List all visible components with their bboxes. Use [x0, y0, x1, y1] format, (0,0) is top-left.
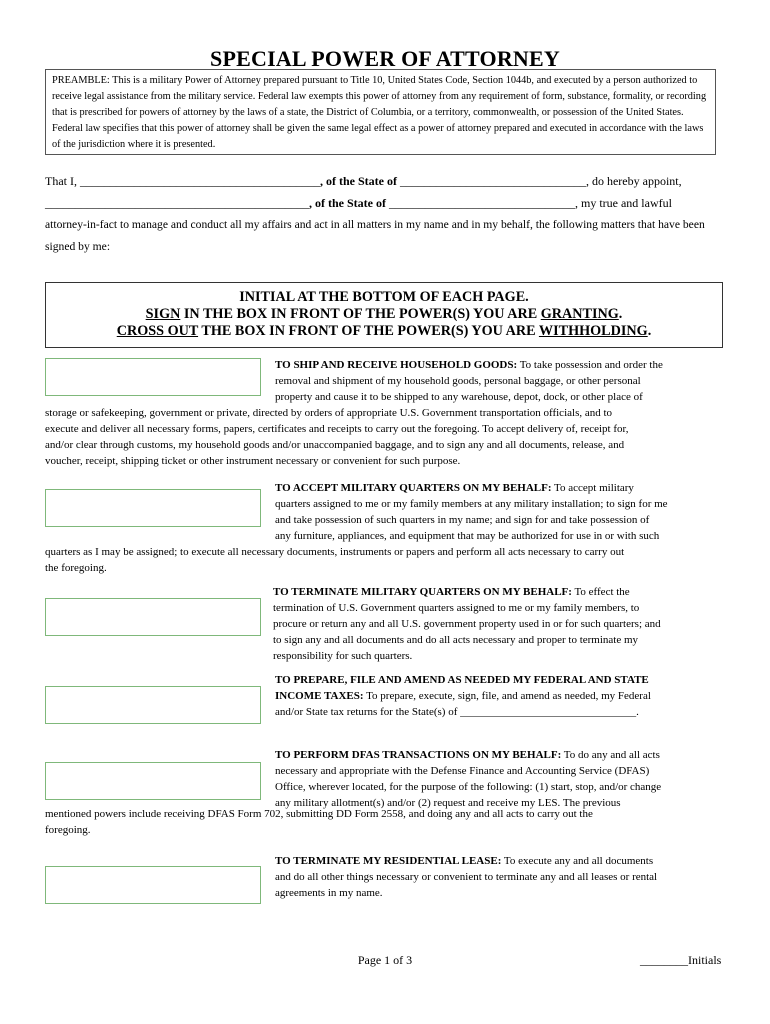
- agent-name-blank[interactable]: ____________________________________________: [45, 196, 309, 210]
- power-text: foregoing.: [45, 824, 91, 836]
- instruction-cross: [46, 323, 722, 340]
- power-text: to sign any and all documents and do all acts necessary and proper to terminate my: [273, 634, 639, 646]
- period: .: [618, 306, 623, 322]
- power-text: storage or safekeeping, government or private, directed by orders of appropriate U.S. Government transportation officials, and to: [45, 407, 613, 419]
- initials-blank[interactable]: ________Initials: [640, 953, 722, 967]
- power-text: and/or clear through customs, my household goods and/or unaccompanied baggage, and to sign any and all documents, release, and: [45, 439, 625, 451]
- period: .: [647, 323, 652, 339]
- power-text: agreements in my name.: [275, 887, 383, 899]
- state-label: , of the State of: [320, 174, 397, 188]
- principal-line: [45, 174, 682, 189]
- power-text: To prepare, execute, sign, file, and amend as needed, my Federal: [363, 690, 651, 702]
- signature-box-household-goods[interactable]: [45, 358, 261, 396]
- power-text: removal and shipment of my household goods, personal baggage, or other personal: [275, 375, 641, 387]
- power-text: quarters as I may be assigned; to execute all necessary documents, instruments or papers and perform all acts necessary to carry out: [45, 546, 625, 558]
- power-text: the foregoing.: [45, 562, 107, 574]
- power-text: execute and deliver all necessary forms, papers, certificates and receipts to carry out the foregoing. To accept delivery of, receipt for,: [45, 423, 629, 435]
- power-text: To do any and all acts: [561, 749, 660, 761]
- power-text: To effect the: [571, 586, 630, 598]
- state-label: , of the State of: [309, 196, 386, 210]
- principal-state-blank[interactable]: _______________________________: [396, 174, 586, 188]
- appoint-text: , do hereby appoint,: [585, 174, 682, 188]
- power-text: and take possession of such quarters in my name; and sign for and take possession of: [275, 514, 650, 526]
- cross-out-word: CROSS OUT: [116, 323, 199, 339]
- signature-box-terminate-quarters[interactable]: [45, 598, 261, 636]
- power-text: any furniture, appliances, and equipment that may be authorized for use in or with such: [275, 530, 660, 542]
- instructions-box: [45, 282, 723, 348]
- power-text: quarters assigned to me or my family members at any military installation; to sign for me: [275, 498, 668, 510]
- principal-name-blank[interactable]: That I, ________________________________________: [45, 174, 320, 188]
- preamble-box: PREAMBLE: This is a military Power of Attorney prepared pursuant to Title 10, United States Code, Section 1044b, and executed by a person authorized to receive legal assistance from the military service. Federal law exempts this power of attorney from any requirement of form, substance, formality, or recording that is prescribed for powers of attorney by the laws of a state, the District of Columbia, or a territory, commonwealth, or possession of the United States. Federal law specifies that this power of attorney shall be given the same legal effect as a power of attorney prepared and executed in accordance with the laws of the jurisdiction where it is presented.: [45, 69, 716, 155]
- power-title: TO PREPARE, FILE AND AMEND AS NEEDED MY FEDERAL AND STATE: [275, 674, 649, 686]
- power-text: responsibility for such quarters.: [273, 650, 413, 662]
- state-blank-text[interactable]: and/or State tax returns for the State(s) of ________________________________.: [275, 706, 639, 718]
- power-text: To take possession and order the: [517, 359, 663, 371]
- power-text: any military allotment(s) and/or (2) request and receive my LES. The previous: [275, 797, 621, 809]
- power-text: necessary and appropriate with the Defense Finance and Accounting Service (DFAS): [275, 765, 650, 777]
- power-title: TO TERMINATE MILITARY QUARTERS ON MY BEHALF:: [273, 586, 572, 598]
- page-title: SPECIAL POWER OF ATTORNEY: [210, 46, 560, 71]
- power-text: property and cause it to be shipped to any warehouse, depot, dock, or other place of: [275, 391, 643, 403]
- signature-box-residential-lease[interactable]: [45, 866, 261, 904]
- lawful-text: , my true and lawful: [574, 196, 672, 210]
- power-text: mentioned powers include receiving DFAS Form 702, submitting DD Form 2558, and doing any and all acts to carry out the: [45, 808, 593, 820]
- page-number: Page 1 of 3: [357, 953, 413, 967]
- power-title: TO ACCEPT MILITARY QUARTERS ON MY BEHALF:: [275, 482, 552, 494]
- power-text: termination of U.S. Government quarters assigned to me or my family members, to: [273, 602, 640, 614]
- signature-box-income-taxes[interactable]: [45, 686, 261, 724]
- granting-word: GRANTING: [540, 306, 619, 322]
- instruction-text: IN THE BOX IN FRONT OF THE POWER(S) YOU ARE: [180, 306, 541, 322]
- intro-paragraph: attorney-in-fact to manage and conduct all my affairs and act in all matters in my name and in my behalf, the following matters that have been signed by me:: [45, 218, 705, 253]
- power-text: To execute any and all documents: [501, 855, 654, 867]
- power-text: Office, wherever located, for the purpose of the following: (1) start, stop, and/or change: [275, 781, 662, 793]
- sign-word: SIGN: [145, 306, 181, 322]
- power-text: procure or return any and all U.S. government property used in or for such quarters; and: [273, 618, 661, 630]
- instruction-text: THE BOX IN FRONT OF THE POWER(S) YOU ARE: [198, 323, 539, 339]
- power-title: TO PERFORM DFAS TRANSACTIONS ON MY BEHALF:: [275, 749, 562, 761]
- power-text: To accept military: [551, 482, 634, 494]
- signature-box-dfas[interactable]: [45, 762, 261, 800]
- power-text: voucher, receipt, shipping ticket or other instrument necessary or convenient for such purpose.: [45, 455, 461, 467]
- agent-line: [45, 196, 672, 211]
- power-title: INCOME TAXES:: [275, 690, 364, 702]
- instruction-sign: [46, 306, 722, 323]
- power-text: and do all other things necessary or convenient to terminate any and all leases or rental: [275, 871, 658, 883]
- instruction-initial: INITIAL AT THE BOTTOM OF EACH PAGE.: [239, 289, 529, 305]
- signature-box-accept-quarters[interactable]: [45, 489, 261, 527]
- withholding-word: WITHHOLDING: [538, 323, 648, 339]
- power-title: TO TERMINATE MY RESIDENTIAL LEASE:: [275, 855, 502, 867]
- agent-state-blank[interactable]: _______________________________: [385, 196, 575, 210]
- power-title: TO SHIP AND RECEIVE HOUSEHOLD GOODS:: [275, 359, 518, 371]
